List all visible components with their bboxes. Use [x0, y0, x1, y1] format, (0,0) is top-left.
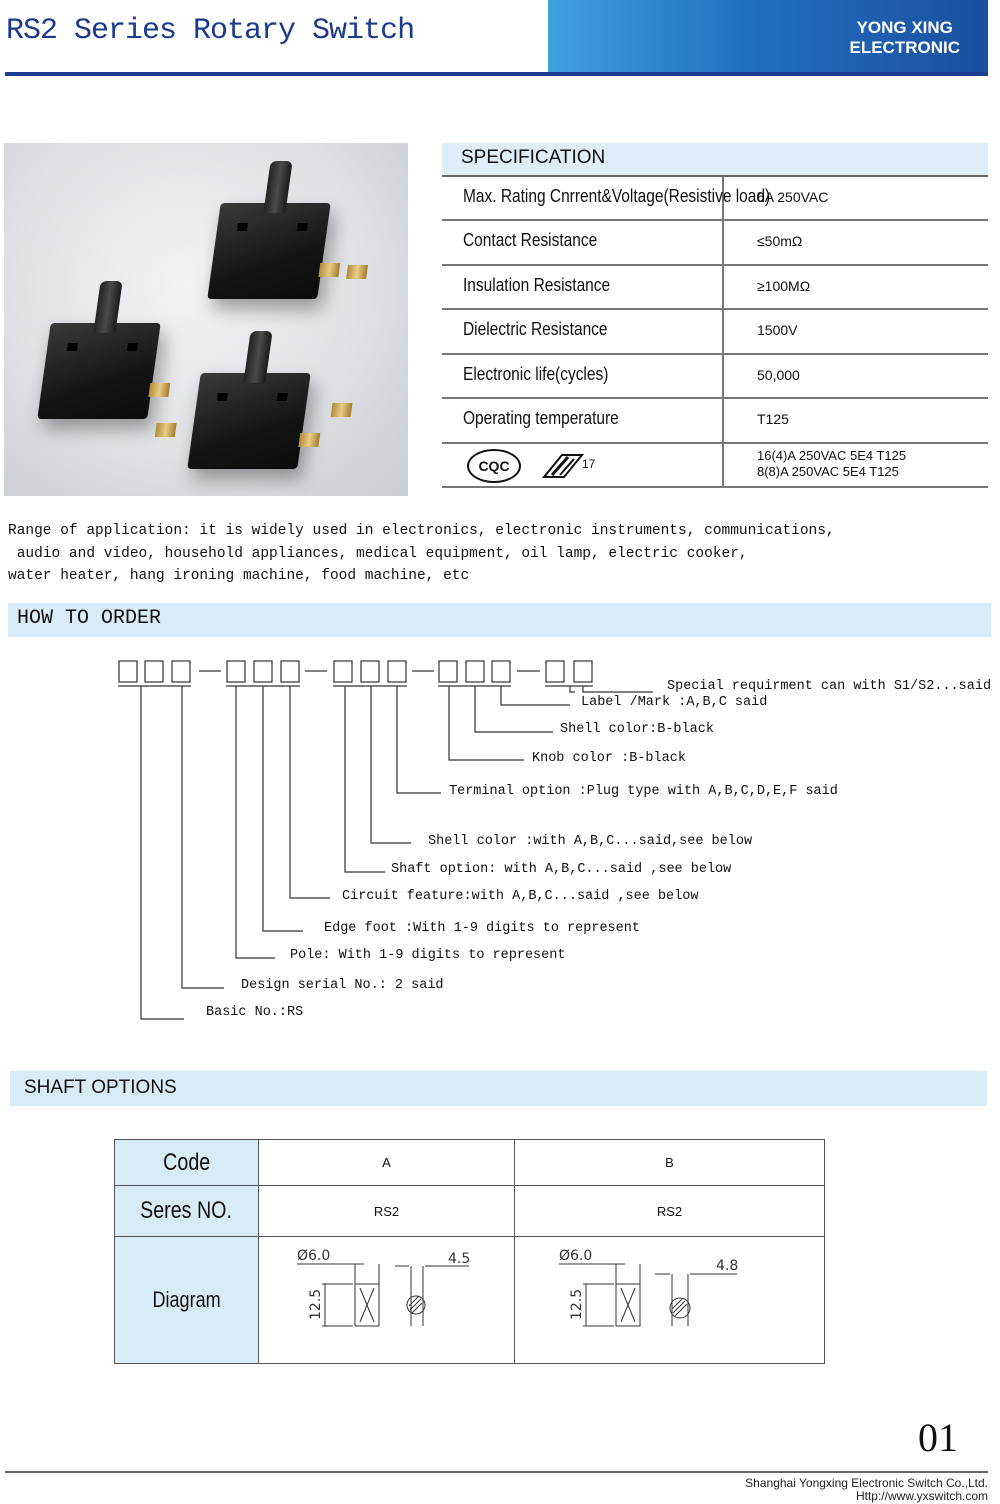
shaft-b-height: 12.5 — [569, 1288, 585, 1320]
brand-logo — [850, 18, 961, 58]
application-line: audio and video, household appliances, medical equipment, oil lamp, electric cooker, — [8, 545, 748, 562]
how-to-order-title: HOW TO ORDER — [17, 607, 162, 630]
spec-row — [442, 221, 988, 266]
order-label-edge-foot: Edge foot :With 1-9 digits to represent — [324, 921, 640, 936]
switch-image-left — [37, 323, 160, 419]
cqc-logo: CQC — [467, 449, 521, 483]
footer-url: Http://www.yxswitch.com — [855, 1489, 988, 1503]
application-line: water heater, hang ironing machine, food machine, etc — [8, 568, 470, 584]
application-text — [8, 520, 835, 588]
diagram-cell-a — [259, 1237, 515, 1364]
spec-row — [442, 177, 988, 221]
series-cell: RS2 — [515, 1186, 825, 1237]
shaft-a-drawing — [259, 1238, 514, 1363]
ce-mark-icon — [542, 453, 586, 479]
shaft-a-height: 12.5 — [308, 1288, 324, 1320]
code-cell: B — [515, 1140, 825, 1186]
spec-value: T125 — [757, 411, 789, 427]
shaft-b-drawing — [515, 1238, 824, 1363]
specification-title: SPECIFICATION — [442, 143, 988, 177]
footer-rule — [5, 1471, 988, 1473]
order-label-shell-color: Shell color:B-black — [560, 722, 714, 737]
shaft-a-diameter: Ø6.0 — [297, 1247, 331, 1264]
spec-value: 1500V — [757, 322, 798, 338]
diagram-cell-b — [515, 1237, 825, 1364]
cert-line-2: 8(8)A 250VAC 5E4 T125 — [757, 464, 899, 479]
order-label-special: Special requirment can with S1/S2...said — [667, 679, 992, 694]
spec-label: Operating temperature — [463, 408, 619, 428]
brand-line-2: ELECTRONIC — [849, 38, 960, 57]
product-photo — [4, 143, 408, 496]
order-label-mark: Label /Mark :A,B,C said — [581, 695, 768, 710]
spec-value: 6A 250VAC — [757, 189, 829, 205]
page-number: 01 — [918, 1415, 958, 1460]
specification-table — [442, 143, 988, 488]
shaft-b-diameter: Ø6.0 — [559, 1247, 593, 1264]
spec-row — [442, 310, 988, 355]
spec-label: Max. Rating Cnrrent&Voltage(Resistive load) — [463, 186, 771, 206]
order-label-shell: Shell color :with A,B,C...said,see below — [428, 834, 753, 849]
shaft-b-flat: 4.8 — [716, 1257, 739, 1274]
header-rule — [5, 72, 988, 76]
spec-label: Insulation Resistance — [463, 275, 611, 295]
shaft-options-table — [114, 1139, 825, 1364]
series-cell: RS2 — [259, 1186, 515, 1237]
spec-label: Dielectric Resistance — [463, 319, 608, 339]
spec-label: Electronic life(cycles) — [463, 364, 609, 384]
spec-row — [442, 355, 988, 399]
code-header: Code — [115, 1140, 259, 1186]
series-header: Seres NO. — [115, 1186, 259, 1237]
spec-row — [442, 399, 988, 444]
how-to-order-bar — [8, 603, 991, 637]
spec-label: Contact Resistance — [463, 230, 598, 250]
cert-values — [757, 448, 906, 480]
order-label-pole: Pole: With 1-9 digits to represent — [290, 948, 566, 963]
diagram-row — [115, 1237, 825, 1364]
order-label-terminal: Terminal option :Plug type with A,B,C,D,E,F said — [449, 784, 838, 799]
shaft-options-bar — [10, 1071, 987, 1106]
page-title: RS2 Series Rotary Switch — [6, 14, 415, 48]
shaft-a-flat: 4.5 — [448, 1250, 471, 1267]
shaft-options-title: SHAFT OPTIONS — [24, 1077, 177, 1098]
application-line: Range of application: it is widely used in electronics, electronic instruments, communications, — [8, 523, 835, 539]
order-label-shaft: Shaft option: with A,B,C...said ,see below — [391, 862, 732, 877]
footer-company: Shanghai Yongxing Electronic Switch Co.,Ltd. — [745, 1476, 988, 1490]
spec-value: 50,000 — [757, 367, 800, 383]
switch-image-top — [207, 203, 330, 299]
diagram-header: Diagram — [115, 1237, 259, 1364]
code-cell: A — [259, 1140, 515, 1186]
switch-image-front — [187, 373, 310, 469]
ce-number: 17 — [582, 457, 596, 471]
spec-value: ≥100MΩ — [757, 278, 811, 294]
cert-line-1: 16(4)A 250VAC 5E4 T125 — [757, 448, 907, 463]
spec-row — [442, 266, 988, 310]
cert-row — [442, 444, 988, 488]
order-label-design-serial: Design serial No.: 2 said — [241, 978, 444, 993]
spec-value: ≤50mΩ — [757, 233, 803, 249]
order-label-knob-color: Knob color :B-black — [532, 751, 686, 766]
footer — [745, 1477, 988, 1503]
order-label-circuit: Circuit feature:with A,B,C...said ,see below — [342, 889, 699, 904]
order-label-basic-no: Basic No.:RS — [206, 1005, 304, 1020]
brand-line-1: YONG XING — [856, 18, 953, 37]
code-row — [115, 1140, 825, 1186]
series-row — [115, 1186, 825, 1237]
